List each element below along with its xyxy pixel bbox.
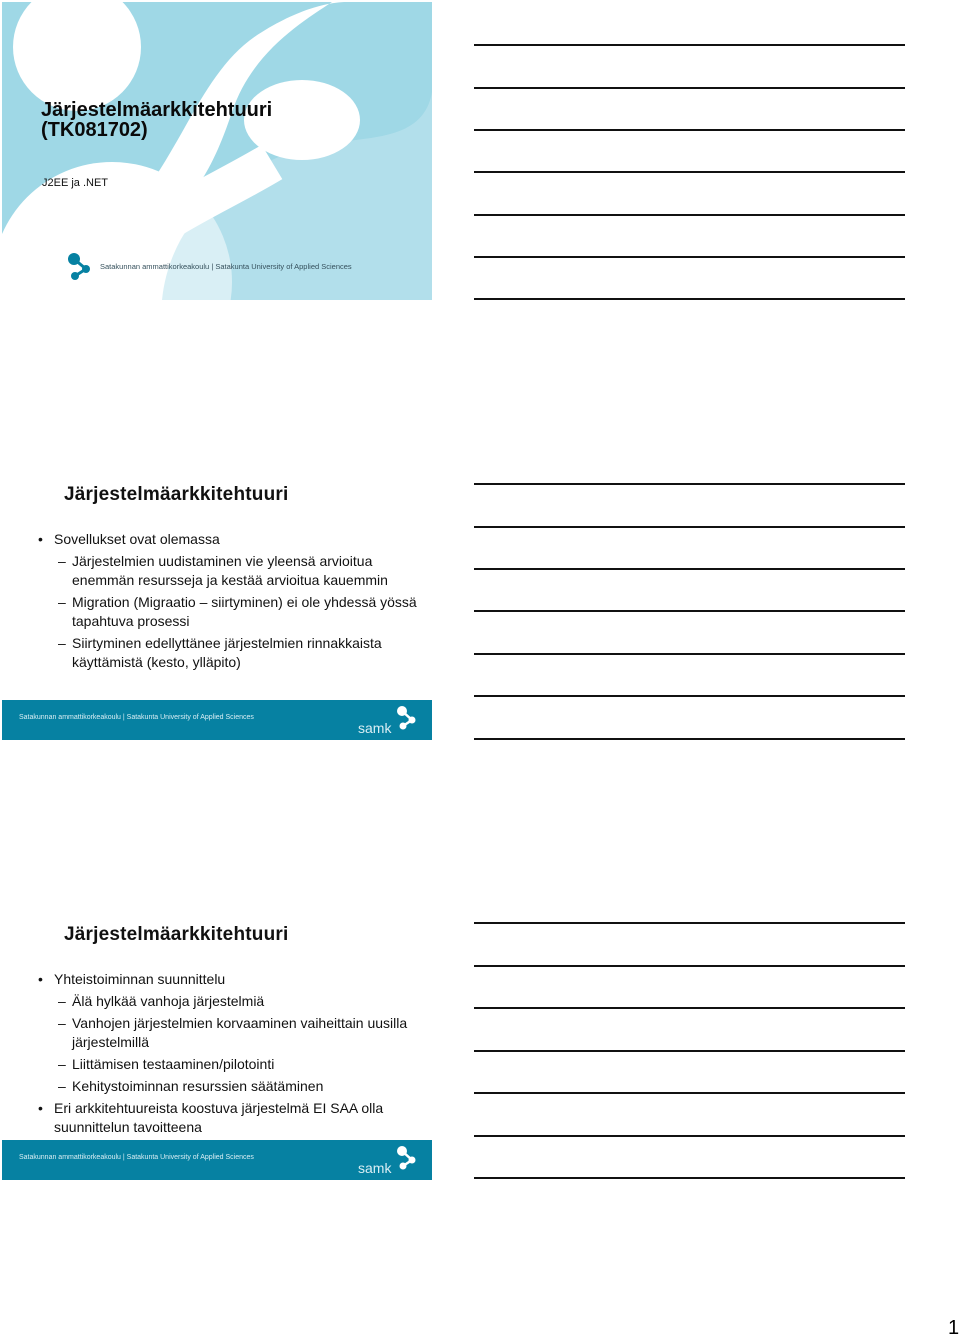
content-slide-3	[2, 882, 432, 1180]
bullet-item: • Eri arkkitehtuureista koostuva järjestelmä EI SAA olla suunnittelun tavoitteena	[38, 1099, 418, 1137]
note-line	[474, 1092, 905, 1094]
page-number: 1	[948, 1317, 960, 1339]
footer-text: Satakunnan ammattikorkeakoulu | Satakunta University of Applied Sciences	[19, 714, 254, 721]
sub-bullet-item: – Älä hylkää vanhoja järjestelmiä	[38, 992, 418, 1011]
bullet-item: • Sovellukset ovat olemassa	[38, 530, 418, 549]
note-line	[474, 695, 905, 697]
bullet-item: • Yhteistoiminnan suunnittelu	[38, 970, 418, 989]
footer-band	[2, 1140, 432, 1180]
note-line	[474, 653, 905, 655]
footer-text: Satakunnan ammattikorkeakoulu | Satakunta University of Applied Sciences	[100, 262, 352, 271]
sub-bullet-item: – Vanhojen järjestelmien korvaaminen vaiheittain uusilla järjestelmillä	[38, 1014, 418, 1052]
note-line	[474, 1177, 905, 1179]
sub-bullet-item: – Järjestelmien uudistaminen vie yleensä arvioitua enemmän resursseja ja kestää arvioitua kauemmin	[38, 552, 418, 590]
sub-bullet-item: – Siirtyminen edellyttänee järjestelmien rinnakkaista käyttämistä (kesto, ylläpito)	[38, 634, 418, 672]
slide-body	[38, 530, 418, 675]
presentation-title	[41, 100, 272, 140]
note-line	[474, 526, 905, 528]
slide-title: Järjestelmäarkkitehtuuri	[64, 924, 289, 945]
logo-text: samk	[18, 266, 62, 286]
title-slide	[2, 2, 432, 300]
note-line	[474, 44, 905, 46]
samk-logo	[358, 1146, 420, 1180]
content-slide-2	[2, 442, 432, 740]
note-line	[474, 568, 905, 570]
note-line	[474, 129, 905, 131]
note-line	[474, 171, 905, 173]
title-line-2: (TK081702)	[41, 119, 148, 141]
note-line	[474, 965, 905, 967]
subtitle: J2EE ja .NET	[42, 177, 109, 189]
slide-title: Järjestelmäarkkitehtuuri	[64, 484, 289, 505]
note-line	[474, 610, 905, 612]
sub-bullet-item: – Kehitystoiminnan resurssien säätäminen	[38, 1077, 418, 1096]
sub-bullet-item: – Migration (Migraatio – siirtyminen) ei ole yhdessä yössä tapahtuva prosessi	[38, 593, 418, 631]
note-line	[474, 256, 905, 258]
footer-band	[2, 700, 432, 740]
samk-logo	[358, 706, 420, 740]
samk-logo	[18, 252, 96, 291]
note-line	[474, 738, 905, 740]
note-line	[474, 87, 905, 89]
note-line	[474, 214, 905, 216]
note-line	[474, 1050, 905, 1052]
footer-text: Satakunnan ammattikorkeakoulu | Satakunta University of Applied Sciences	[19, 1154, 254, 1161]
note-line	[474, 1135, 905, 1137]
logo-text: samk	[358, 720, 392, 736]
note-line	[474, 483, 905, 485]
sub-bullet-item: – Liittämisen testaaminen/pilotointi	[38, 1055, 418, 1074]
note-line	[474, 298, 905, 300]
logo-text: samk	[358, 1160, 392, 1176]
note-line	[474, 1007, 905, 1009]
title-line-1: Järjestelmäarkkitehtuuri	[41, 99, 273, 121]
note-line	[474, 922, 905, 924]
slide-body	[38, 970, 418, 1140]
